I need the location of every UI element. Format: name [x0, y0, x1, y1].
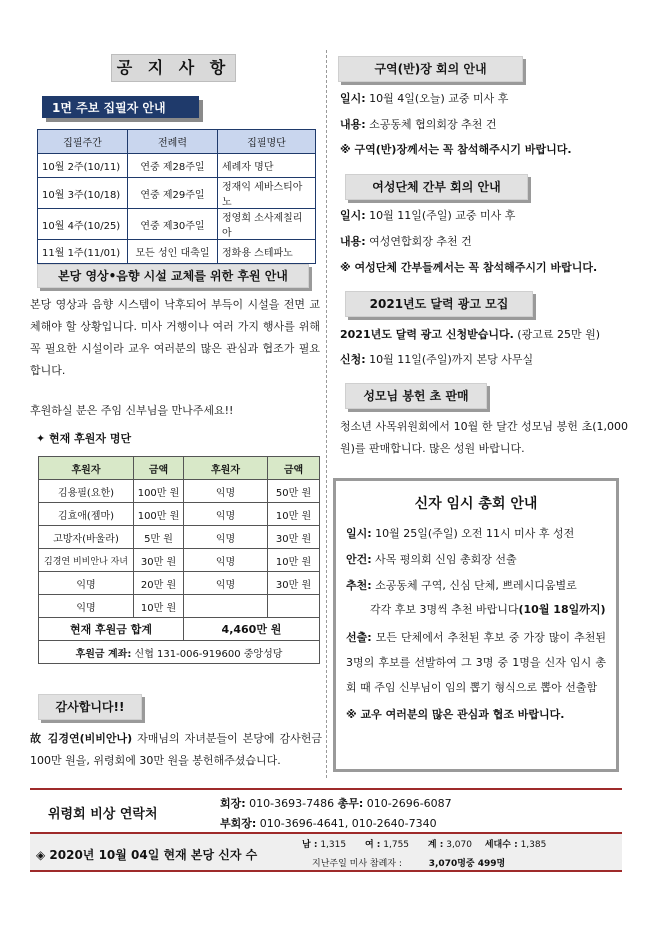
donor-amount: 50만 원	[268, 480, 320, 503]
women-date-label: 일시:	[340, 209, 366, 222]
footer-top-line	[30, 788, 622, 790]
donor-amount: 5만 원	[134, 526, 184, 549]
writers-liturgy: 모든 성인 대축일	[128, 240, 218, 264]
writers-writer: 세례자 명단	[218, 154, 316, 178]
donor-amount	[268, 595, 320, 618]
funeral-secretary: 010-2696-6087	[363, 797, 452, 810]
census-title: ◈ 2020년 10월 04일 현재 본당 신자 수	[36, 848, 258, 862]
women-header: 여성단체 간부 회의 안내	[345, 174, 528, 200]
census-total: 3,070	[446, 840, 472, 850]
donor-amount: 100만 원	[134, 503, 184, 526]
funeral-vice: 010-3696-4641, 010-2640-7340	[256, 817, 437, 830]
writers-week: 11월 1주(11/01)	[38, 240, 128, 264]
donor-name: 익명	[184, 549, 268, 572]
women-content-value: 여성연합회장 추천 건	[365, 235, 472, 248]
assembly-title: 신자 임시 총회 안내	[414, 496, 538, 512]
donor-name: 익명	[184, 503, 268, 526]
funeral-chair: 010-3693-7486	[245, 797, 338, 810]
writers-writer: 정재익 세바스티아노	[218, 178, 316, 209]
district-note: ※ 구역(반)장께서는 꼭 참석해주시기 바랍니다.	[340, 143, 572, 156]
census-male-label: 남 :	[302, 840, 318, 850]
candle-text: 청소년 사목위원회에서 10월 한 달간 성모님 봉헌 초(1,000원)를 판매합니다. 많은 성원 바랍니다.	[340, 420, 628, 455]
donor-account-row	[39, 641, 320, 664]
funeral-vice-line	[220, 815, 437, 831]
women-note: ※ 여성단체 간부들께서는 꼭 참석해주시기 바랍니다.	[340, 261, 598, 274]
donor-amount: 30만 원	[268, 572, 320, 595]
writers-col-week: 집필주간	[38, 130, 128, 154]
census-male: 1,315	[320, 840, 347, 850]
donor-amount: 30만 원	[268, 526, 320, 549]
donor-amount: 30만 원	[134, 549, 184, 572]
notice-title: 공 지 사 항	[111, 54, 236, 82]
table-row	[38, 240, 316, 264]
district-date-value: 10월 4일(오늘) 교중 미사 후	[365, 92, 509, 105]
writers-liturgy: 연중 제29주일	[128, 178, 218, 209]
funeral-secretary-label: 총무:	[337, 797, 364, 810]
assembly-date-label: 일시:	[346, 527, 372, 540]
funeral-title: 위령회 비상 연락처	[48, 807, 158, 822]
writers-liturgy: 연중 제28주일	[128, 154, 218, 178]
writers-week: 10월 2주(10/11)	[38, 154, 128, 178]
donor-name: 김효애(젬마)	[39, 503, 134, 526]
assembly-recommend2	[346, 599, 606, 621]
writers-header: 1면 주보 집필자 안내	[42, 96, 199, 118]
donor-name: 익명	[184, 572, 268, 595]
table-row	[38, 154, 316, 178]
donation-header: 본당 영상•음향 시설 교체를 위한 후원 안내	[37, 264, 309, 288]
writers-writer: 정화용 스테파노	[218, 240, 316, 264]
census-box	[30, 832, 622, 872]
column-divider	[326, 50, 327, 778]
donor-amount: 10만 원	[268, 503, 320, 526]
district-content	[340, 114, 630, 136]
donor-name: 김용필(요한)	[39, 480, 134, 503]
donor-name: 익명	[184, 526, 268, 549]
women-content	[340, 231, 630, 253]
census-female-label: 여 :	[364, 840, 381, 850]
assembly-elect	[346, 625, 606, 700]
assembly-note: ※ 교우 여러분의 많은 관심과 협조 바랍니다.	[346, 708, 565, 721]
assembly-recommend	[346, 575, 606, 597]
women-date	[340, 205, 630, 227]
calendar-header: 2021년도 달력 광고 모집	[345, 291, 533, 317]
assembly-box	[333, 478, 619, 772]
calendar-line2-value: 10월 11일(주일)까지 본당 사무실	[365, 353, 534, 366]
donor-amount: 10만 원	[268, 549, 320, 572]
assembly-agenda-label: 안건:	[346, 553, 372, 566]
donor-name: 익명	[184, 480, 268, 503]
calendar-line1-bold: 2021년도 달력 광고 신청받습니다.	[340, 328, 514, 341]
district-content-label: 내용:	[340, 118, 366, 131]
donor-total-row	[39, 618, 320, 641]
donor-amount: 10만 원	[134, 595, 184, 618]
census-total-label: 계 :	[427, 840, 444, 850]
thanks-body: 자매님의 자녀분들이 본당에 감사헌금 100만 원을, 위령회에 30만 원을 봉헌해주셨습니다.	[30, 732, 322, 767]
table-row	[39, 572, 320, 595]
writers-week: 10월 4주(10/25)	[38, 209, 128, 240]
writers-col-writer: 집필명단	[218, 130, 316, 154]
table-row	[39, 480, 320, 503]
assembly-recommend-value: 소공동체 구역, 신심 단체, 쁘레시디움별로	[371, 579, 577, 592]
donor-name	[184, 595, 268, 618]
census-counts	[302, 837, 546, 850]
donor-name: 고방자(바울라)	[39, 526, 134, 549]
table-row	[38, 178, 316, 209]
thanks-name: 故 김경연(비비안나)	[30, 732, 133, 745]
donor-col-amount2: 금액	[268, 457, 320, 480]
calendar-line2-label: 신청:	[340, 353, 366, 366]
funeral-chair-label: 회장:	[220, 797, 246, 810]
table-row	[38, 209, 316, 240]
donor-name: 김경연 비비안나 자녀	[39, 549, 134, 572]
writers-col-liturgy: 전례력	[128, 130, 218, 154]
donor-col-amount: 금액	[134, 457, 184, 480]
calendar-line2	[340, 349, 630, 371]
assembly-date-value: 10월 25일(주일) 오전 11시 미사 후 성전	[371, 527, 575, 540]
donor-account-value: 신협 131-006-919600 중앙성당	[134, 648, 283, 660]
table-row	[39, 549, 320, 572]
district-date-label: 일시:	[340, 92, 366, 105]
women-date-value: 10월 11일(주일) 교중 미사 후	[365, 209, 516, 222]
donation-contact: 후원하실 분은 주임 신부님을 만나주세요!!	[30, 404, 234, 417]
donor-account	[39, 641, 320, 664]
census-attend-label: 지난주일 미사 참례자 :	[312, 859, 402, 869]
women-content-label: 내용:	[340, 235, 366, 248]
donor-table	[38, 456, 320, 664]
table-row	[39, 526, 320, 549]
donor-total-value: 4,460만 원	[184, 618, 320, 641]
donor-account-label: 후원금 계좌:	[75, 648, 132, 660]
census-female: 1,755	[383, 840, 410, 850]
donor-amount: 100만 원	[134, 480, 184, 503]
census-attend	[312, 856, 505, 869]
assembly-recommend2-date: (10월 18일까지)	[518, 603, 606, 616]
calendar-line1	[340, 324, 635, 346]
census-attend-value: 3,070명중 499명	[428, 859, 506, 869]
table-row	[39, 595, 320, 618]
thanks-header: 감사합니다!!	[38, 694, 142, 720]
assembly-elect-label: 선출:	[346, 631, 372, 644]
donor-name: 익명	[39, 572, 134, 595]
census-household: 1,385	[520, 840, 547, 850]
funeral-chair-line	[220, 795, 452, 811]
calendar-line1-rest: (광고료 25만 원)	[513, 328, 600, 341]
donor-col-name2: 후원자	[184, 457, 268, 480]
donation-paragraph: 본당 영상과 음향 시스템이 낙후되어 부득이 시설을 전면 교체해야 할 상황입니다. 미사 거행이나 여러 가지 행사를 위해 꼭 필요한 시설이라 교우 여러분의 많은 관심과 협조가 필요합니다.	[30, 298, 320, 377]
district-date	[340, 88, 630, 110]
assembly-agenda	[346, 549, 606, 571]
donor-amount: 20만 원	[134, 572, 184, 595]
candle-header: 성모님 봉헌 초 판매	[345, 383, 487, 409]
writers-liturgy: 연중 제30주일	[128, 209, 218, 240]
donor-total-label: 현재 후원금 합계	[39, 618, 184, 641]
writers-week: 10월 3주(10/18)	[38, 178, 128, 209]
assembly-recommend2-text: 각각 후보 3명씩 추천 바랍니다	[370, 603, 519, 616]
donor-list-title: ✦ 현재 후원자 명단	[36, 432, 132, 445]
writers-table	[37, 129, 316, 264]
donor-name: 익명	[39, 595, 134, 618]
assembly-date	[346, 523, 606, 545]
district-header: 구역(반)장 회의 안내	[338, 56, 523, 82]
thanks-text	[30, 728, 322, 772]
table-row	[39, 503, 320, 526]
writers-writer: 정영희 소사제칠리아	[218, 209, 316, 240]
census-household-label: 세대수 :	[484, 840, 518, 850]
assembly-recommend-label: 추천:	[346, 579, 372, 592]
funeral-vice-label: 부회장:	[220, 817, 257, 830]
district-content-value: 소공동체 협의회장 추천 건	[365, 118, 497, 131]
assembly-elect-value: 모든 단체에서 추천된 후보 중 가장 많이 추천된 3명의 후보를 선발하여 그 3명 중 1명을 신자 임시 총회 때 주임 신부님이 임의 뽑기 형식으로 뽑아 선출함	[346, 631, 606, 694]
donor-col-name: 후원자	[39, 457, 134, 480]
assembly-agenda-value: 사목 평의회 신임 총회장 선출	[371, 553, 517, 566]
